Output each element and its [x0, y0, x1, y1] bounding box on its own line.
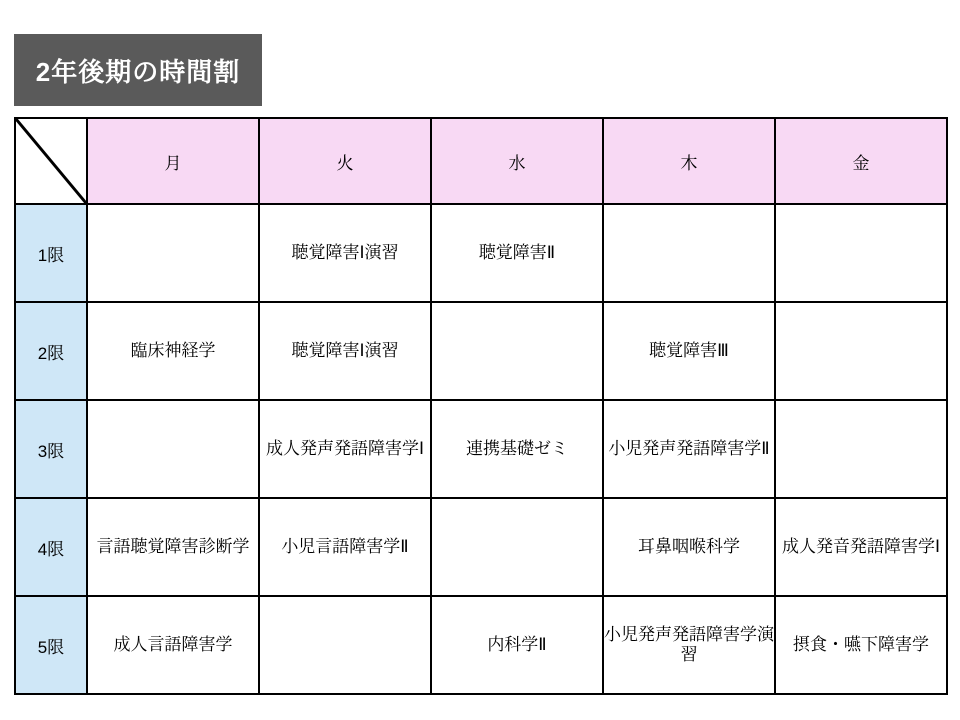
day-header-thu: 木 — [603, 118, 775, 204]
table-row — [15, 596, 947, 694]
period-label-1: 1限 — [15, 204, 87, 302]
cell-3-fri — [775, 400, 947, 498]
cell-1-thu — [603, 204, 775, 302]
cell-5-thu: 小児発声発語障害学演習 — [603, 596, 775, 694]
cell-5-wed: 内科学Ⅱ — [431, 596, 603, 694]
cell-3-mon — [87, 400, 259, 498]
period-label-5: 5限 — [15, 596, 87, 694]
table-row — [15, 400, 947, 498]
period-label-3: 3限 — [15, 400, 87, 498]
day-header-mon: 月 — [87, 118, 259, 204]
cell-1-wed: 聴覚障害Ⅱ — [431, 204, 603, 302]
table-row — [15, 498, 947, 596]
table-row — [15, 204, 947, 302]
day-header-fri: 金 — [775, 118, 947, 204]
cell-3-thu: 小児発声発語障害学Ⅱ — [603, 400, 775, 498]
cell-5-mon: 成人言語障害学 — [87, 596, 259, 694]
cell-2-mon: 臨床神経学 — [87, 302, 259, 400]
cell-2-fri — [775, 302, 947, 400]
page-title: 2年後期の時間割 — [35, 56, 241, 87]
cell-1-mon — [87, 204, 259, 302]
period-label-2: 2限 — [15, 302, 87, 400]
cell-3-tue: 成人発声発語障害学Ⅰ — [259, 400, 431, 498]
timetable — [14, 117, 948, 695]
cell-2-thu: 聴覚障害Ⅲ — [603, 302, 775, 400]
title-banner — [14, 34, 262, 106]
cell-2-tue: 聴覚障害Ⅰ演習 — [259, 302, 431, 400]
diagonal-line-icon — [16, 119, 86, 203]
cell-4-wed — [431, 498, 603, 596]
corner-cell — [15, 118, 87, 204]
table-row — [15, 302, 947, 400]
cell-3-wed: 連携基礎ゼミ — [431, 400, 603, 498]
table-header-row — [15, 118, 947, 204]
cell-4-thu: 耳鼻咽喉科学 — [603, 498, 775, 596]
cell-1-fri — [775, 204, 947, 302]
cell-4-fri: 成人発音発語障害学Ⅰ — [775, 498, 947, 596]
cell-4-mon: 言語聴覚障害診断学 — [87, 498, 259, 596]
cell-1-tue: 聴覚障害Ⅰ演習 — [259, 204, 431, 302]
period-label-4: 4限 — [15, 498, 87, 596]
cell-2-wed — [431, 302, 603, 400]
day-header-tue: 火 — [259, 118, 431, 204]
cell-5-fri: 摂食・嚥下障害学 — [775, 596, 947, 694]
day-header-wed: 水 — [431, 118, 603, 204]
cell-4-tue: 小児言語障害学Ⅱ — [259, 498, 431, 596]
cell-5-tue — [259, 596, 431, 694]
